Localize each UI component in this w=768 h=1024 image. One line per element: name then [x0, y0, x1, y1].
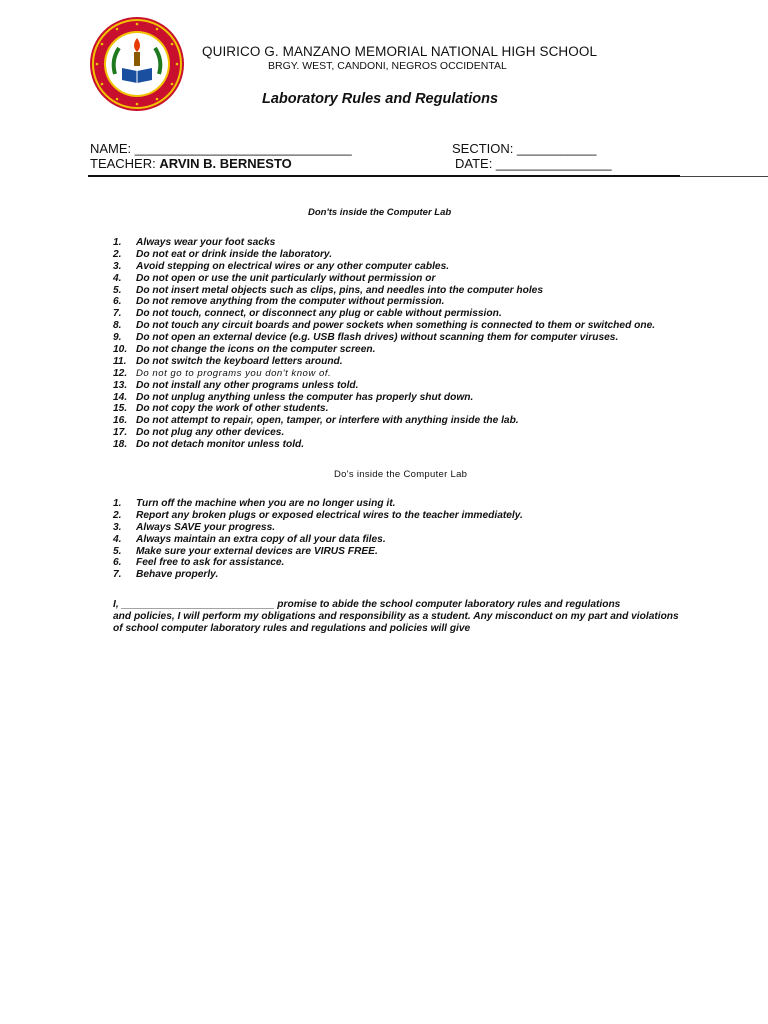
item-text: Do not touch, connect, or disconnect any plug or cable without permission. [136, 308, 502, 320]
item-number: 9. [113, 332, 122, 344]
list-item [113, 261, 655, 273]
item-number: 7. [113, 308, 122, 320]
item-number: 1. [113, 237, 122, 248]
item-text: Do not open an external device (e.g. USB flash drives) without scanning them for computer viruses. [136, 332, 619, 344]
teacher-label: TEACHER: [90, 156, 160, 171]
dos-heading: Do's inside the Computer Lab [334, 469, 468, 480]
item-text: Avoid stepping on electrical wires or any other computer cables. [136, 260, 450, 272]
list-item [113, 273, 655, 285]
item-number: 1. [113, 498, 122, 509]
school-name: QUIRICO G. MANZANO MEMORIAL NATIONAL HIGH SCHOOL [202, 44, 598, 59]
item-text: Do not unplug anything unless the computer has properly shut down. [136, 391, 474, 403]
list-item [113, 557, 523, 569]
list-item [113, 569, 523, 581]
list-item [113, 296, 655, 308]
school-address: BRGY. WEST, CANDONI, NEGROS OCCIDENTAL [268, 60, 507, 72]
section-field[interactable]: SECTION: ___________ [452, 141, 597, 156]
item-number: 11. [113, 355, 127, 367]
item-number: 5. [113, 284, 122, 296]
list-item [113, 510, 523, 522]
pledge-line: of school computer laboratory rules and regulations and policies will give [113, 623, 471, 634]
list-item [113, 380, 655, 392]
item-text: Make sure your external devices are VIRUS FREE. [136, 545, 378, 557]
list-item [113, 403, 655, 415]
donts-heading: Don'ts inside the Computer Lab [308, 207, 452, 218]
item-number: 4. [113, 533, 122, 545]
item-number: 18. [113, 439, 128, 451]
item-number: 10. [113, 344, 128, 356]
donts-list [113, 237, 655, 451]
item-text: Do not copy the work of other students. [136, 403, 329, 415]
item-text: Do not remove anything from the computer without permission. [136, 296, 445, 308]
item-text: Do not plug any other devices. [136, 427, 285, 439]
pledge-line: and policies, I will perform my obligations and responsibility as a student. Any misconduct on my part and violations [113, 611, 679, 622]
teacher-field [90, 156, 292, 171]
item-text: Do not attempt to repair, open, tamper, or interfere with anything inside the lab. [136, 415, 519, 427]
item-text: Always maintain an extra copy of all your data files. [136, 533, 386, 545]
list-item [113, 392, 655, 404]
item-text: Behave properly. [136, 569, 219, 581]
item-text: Do not detach monitor unless told. [136, 439, 305, 451]
list-item [113, 427, 655, 439]
date-field[interactable]: DATE: ________________ [455, 156, 612, 171]
header-divider [88, 175, 680, 177]
list-item [113, 415, 655, 427]
list-item [113, 308, 655, 320]
item-text: Always SAVE your progress. [136, 521, 276, 533]
item-text: Do not switch the keyboard letters around. [136, 355, 343, 367]
pledge-paragraph [113, 599, 685, 635]
item-text: Do not change the icons on the computer screen. [136, 344, 376, 356]
item-number: 12. [113, 367, 128, 379]
pledge-line: I, ___________________________ promise to abide the school computer laboratory rules and regulations [113, 599, 621, 610]
item-number: 5. [113, 545, 122, 557]
list-item [113, 439, 655, 451]
list-item [113, 368, 655, 380]
item-text: Do not insert metal objects such as clips, pins, and needles into the computer holes [136, 284, 544, 296]
item-number: 2. [113, 248, 122, 260]
list-item [113, 285, 655, 297]
name-field[interactable]: NAME: ______________________________ [90, 141, 352, 156]
item-number: 8. [113, 320, 122, 332]
item-text: Turn off the machine when you are no longer using it. [136, 498, 396, 509]
item-text: Do not install any other programs unless told. [136, 379, 359, 391]
item-text: Do not eat or drink inside the laboratory. [136, 248, 333, 260]
item-number: 3. [113, 521, 122, 533]
list-item [113, 522, 523, 534]
school-seal-icon [89, 16, 185, 112]
item-text: Do not go to programs you don't know of. [136, 367, 332, 379]
item-number: 6. [113, 296, 122, 308]
item-number: 15. [113, 403, 128, 415]
list-item [113, 237, 655, 249]
list-item [113, 356, 655, 368]
item-number: 4. [113, 272, 122, 284]
list-item [113, 344, 655, 356]
item-number: 3. [113, 260, 122, 272]
dos-list [113, 498, 523, 581]
item-text: Always wear your foot sacks [136, 237, 276, 248]
item-number: 7. [113, 569, 122, 581]
list-item [113, 546, 523, 558]
item-text: Report any broken plugs or exposed electrical wires to the teacher immediately. [136, 509, 523, 521]
teacher-value: ARVIN B. BERNESTO [159, 156, 292, 171]
list-item [113, 332, 655, 344]
item-number: 14. [113, 391, 128, 403]
item-number: 13. [113, 379, 128, 391]
list-item [113, 320, 655, 332]
item-text: Feel free to ask for assistance. [136, 557, 285, 569]
list-item [113, 249, 655, 261]
item-number: 6. [113, 557, 122, 569]
item-number: 17. [113, 427, 128, 439]
item-text: Do not open or use the unit particularly without permission or [136, 272, 436, 284]
item-number: 16. [113, 415, 128, 427]
list-item [113, 534, 523, 546]
header-divider-extension [680, 176, 768, 177]
item-text: Do not touch any circuit boards and power sockets when something is connected to them or switched one. [136, 320, 656, 332]
document-title: Laboratory Rules and Regulations [262, 91, 499, 107]
list-item [113, 498, 523, 510]
item-number: 2. [113, 509, 122, 521]
